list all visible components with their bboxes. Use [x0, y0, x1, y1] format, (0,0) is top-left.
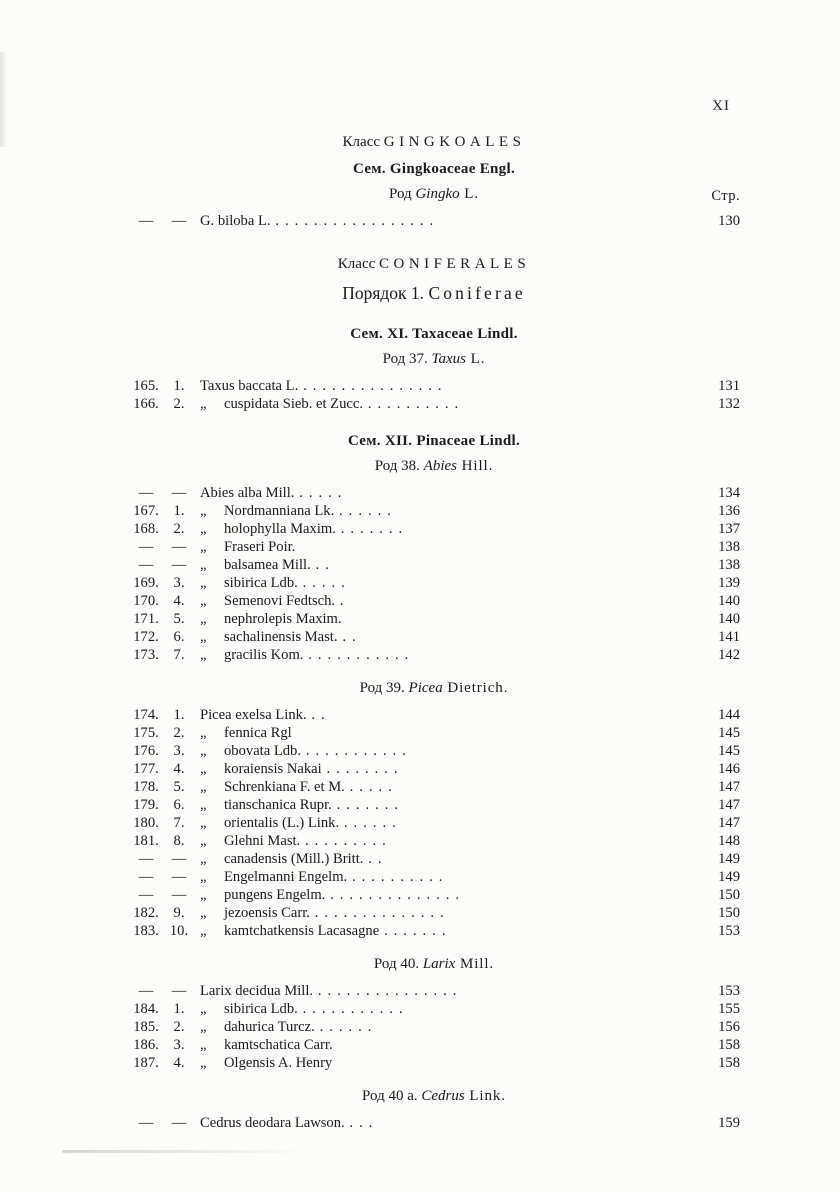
species-name-cell	[194, 832, 692, 850]
entry-number: 180.	[133, 815, 159, 831]
entry-number: 165.	[133, 378, 159, 394]
page-number: 158	[718, 1055, 740, 1071]
page-number: 138	[718, 557, 740, 573]
species-name-cell	[194, 502, 692, 520]
ditto-mark: „	[200, 743, 207, 759]
page-number: 146	[718, 761, 740, 777]
species-name: orientalis (L.) Link.	[224, 815, 340, 831]
class-label: Класс	[337, 256, 380, 272]
species-index: 2.	[173, 725, 185, 741]
species-name-cell	[194, 1114, 692, 1132]
ditto-mark: „	[200, 1055, 207, 1071]
genus-label: Род 40 а.	[362, 1088, 422, 1104]
genus-author: Link.	[464, 1088, 506, 1104]
species-name-cell	[194, 538, 692, 556]
page-column-header: Стр.	[711, 188, 740, 204]
page-number: 150	[718, 905, 740, 921]
ditto-mark: „	[200, 629, 207, 645]
genus-heading	[128, 678, 740, 699]
genus-name: Cedrus	[421, 1088, 465, 1104]
dot-leader: . .	[363, 851, 383, 867]
species-name-cell	[194, 377, 692, 395]
page-number: 140	[718, 593, 740, 609]
page-number: 147	[718, 779, 740, 795]
ditto-mark: „	[200, 725, 207, 741]
toc-row	[128, 538, 740, 556]
species-index: 5.	[173, 779, 185, 795]
species-index: —	[171, 1115, 187, 1131]
species-name: Taxus baccata L.	[200, 378, 299, 394]
species-name: koraiensis Nakai	[224, 761, 322, 777]
species-name: sibirica Ldb.	[224, 575, 298, 591]
toc-row-group	[128, 377, 740, 413]
entry-number: —	[138, 869, 154, 885]
species-name-cell	[194, 520, 692, 538]
dot-leader: .	[335, 593, 345, 609]
species-name: obovata Ldb.	[224, 743, 302, 759]
genus-label: Род 38.	[374, 458, 424, 474]
species-name: nephrolepis Maxim.	[224, 611, 342, 627]
page-number: 130	[718, 213, 740, 229]
page-number: 131	[718, 378, 740, 394]
species-name-cell	[194, 982, 692, 1000]
species-name: Engelmanni Engelm.	[224, 869, 348, 885]
species-name: Schrenkiana F. et M.	[224, 779, 345, 795]
species-index: —	[171, 983, 187, 999]
species-index: —	[171, 485, 187, 501]
genus-author: L.	[459, 186, 479, 202]
genus-heading	[128, 954, 740, 975]
toc-row	[128, 868, 740, 886]
species-name: Nordmanniana Lk.	[224, 503, 335, 519]
species-name-cell	[194, 724, 692, 742]
species-name-cell	[194, 212, 692, 230]
species-name: Fraseri Poir.	[224, 539, 296, 555]
page-number: 142	[718, 647, 740, 663]
dot-leader: . . . . . . . . .	[300, 833, 387, 849]
dot-leader: . . . . .	[297, 575, 346, 591]
toc-row	[128, 982, 740, 1000]
species-name: pungens Engelm.	[224, 887, 326, 903]
entry-number: 182.	[133, 905, 159, 921]
dot-leader: . . . . . . . . . . . . . . .	[298, 378, 443, 394]
family-heading: Сем. Gingkoaceae Engl.	[353, 161, 515, 177]
page-number: 147	[718, 815, 740, 831]
ditto-mark: „	[200, 1019, 207, 1035]
family-heading: Сем. XI. Taxaceae Lindl.	[350, 326, 518, 342]
toc-row	[128, 1000, 740, 1018]
species-index: 4.	[173, 593, 185, 609]
species-name-cell	[194, 706, 692, 724]
toc-row	[128, 1036, 740, 1054]
genus-label: Род 37.	[382, 351, 432, 367]
dot-leader: . . . . . . . . . . .	[297, 1001, 404, 1017]
species-name: holophylla Maxim.	[224, 521, 336, 537]
species-index: 1.	[173, 503, 185, 519]
species-name: kamtschatica Carr.	[224, 1037, 333, 1053]
page-number-top: XI	[712, 98, 730, 114]
genus-name: Taxus	[431, 351, 466, 367]
species-name-cell	[194, 850, 692, 868]
ditto-mark: „	[200, 503, 207, 519]
entry-number: —	[138, 851, 154, 867]
species-name: Glehni Mast.	[224, 833, 301, 849]
entry-number: —	[138, 539, 154, 555]
toc-row	[128, 395, 740, 413]
toc-row	[128, 742, 740, 760]
species-name-cell	[194, 796, 692, 814]
dot-leader: . . . . . . .	[331, 797, 400, 813]
species-name-cell	[194, 868, 692, 886]
entry-number: 172.	[133, 629, 159, 645]
species-name: cuspidata Sieb. et Zucc.	[224, 396, 363, 412]
ditto-mark: „	[200, 779, 207, 795]
species-index: 2.	[173, 521, 185, 537]
species-name-cell	[194, 628, 692, 646]
page-number: 138	[718, 539, 740, 555]
entry-number: 174.	[133, 707, 159, 723]
page-number: 149	[718, 851, 740, 867]
toc-row	[128, 850, 740, 868]
species-name: gracilis Kom.	[224, 647, 304, 663]
toc-row	[128, 724, 740, 742]
page-number: 149	[718, 869, 740, 885]
genus-heading	[128, 1086, 740, 1107]
dot-leader: . . . . . .	[334, 503, 393, 519]
order-name: Coniferae	[428, 283, 526, 303]
species-name: tianschanica Rupr.	[224, 797, 332, 813]
species-index: 1.	[173, 707, 185, 723]
species-index: 6.	[173, 629, 185, 645]
ditto-mark: „	[200, 521, 207, 537]
species-name: Larix decidua Mill.	[200, 983, 314, 999]
species-name: sachalinensis Mast.	[224, 629, 338, 645]
species-name: Semenovi Fedtsch.	[224, 593, 336, 609]
ditto-mark: „	[200, 1001, 207, 1017]
species-name-cell	[194, 886, 692, 904]
ditto-mark: „	[200, 887, 207, 903]
species-name-cell	[194, 556, 692, 574]
species-index: 2.	[173, 1019, 185, 1035]
entry-number: 175.	[133, 725, 159, 741]
genus-label: Род	[389, 186, 416, 202]
genus-author: L.	[466, 351, 486, 367]
species-index: 3.	[173, 1037, 185, 1053]
toc-row	[128, 1018, 740, 1036]
species-name-cell	[194, 742, 692, 760]
page-number: 148	[718, 833, 740, 849]
toc-row	[128, 377, 740, 395]
toc-row-group	[128, 212, 740, 230]
species-name: canadensis (Mill.) Britt.	[224, 851, 364, 867]
entry-number: —	[138, 485, 154, 501]
genus-heading	[128, 349, 740, 370]
ditto-mark: „	[200, 815, 207, 831]
page-number: 137	[718, 521, 740, 537]
species-name-cell	[194, 778, 692, 796]
dot-leader: . . . . . .	[314, 1019, 373, 1035]
dot-leader: . .	[310, 557, 331, 573]
toc-row	[128, 760, 740, 778]
toc-row	[128, 778, 740, 796]
species-index: —	[171, 213, 187, 229]
species-name-cell	[194, 484, 692, 502]
entry-number: 173.	[133, 647, 159, 663]
dot-leader: . . . . . . . .	[321, 761, 399, 777]
species-index: 7.	[173, 647, 185, 663]
toc-row	[128, 814, 740, 832]
toc-row	[128, 1114, 740, 1132]
genus-name: Picea	[408, 680, 443, 696]
species-name: balsamea Mill.	[224, 557, 311, 573]
page-number: 159	[718, 1115, 740, 1131]
entry-number: 184.	[133, 1001, 159, 1017]
toc-row	[128, 556, 740, 574]
dot-leader: . . . . . . . . . . . . . . .	[313, 983, 458, 999]
page-number: 153	[718, 983, 740, 999]
genus-name: Gingko	[415, 186, 460, 202]
entry-number: —	[138, 887, 154, 903]
entry-number: —	[138, 557, 154, 573]
class-label: Класс	[342, 134, 384, 150]
toc-row	[128, 706, 740, 724]
ditto-mark: „	[200, 557, 207, 573]
page-number: 156	[718, 1019, 740, 1035]
species-name: kamtchatkensis Lacasagne	[224, 923, 380, 939]
genus-author: Hill.	[457, 458, 494, 474]
dot-leader: . . . . . . .	[379, 923, 447, 939]
species-name-cell	[194, 646, 692, 664]
entry-number: 170.	[133, 593, 159, 609]
dot-leader: . . . . . . .	[335, 521, 404, 537]
ditto-mark: „	[200, 1037, 207, 1053]
dot-leader: . .	[337, 629, 357, 645]
toc-row	[128, 610, 740, 628]
ditto-mark: „	[200, 647, 207, 663]
toc-row	[128, 796, 740, 814]
dot-leader: . . . . .	[294, 485, 343, 501]
entry-number: —	[138, 983, 154, 999]
scan-artifact-corner	[0, 52, 7, 147]
entry-number: 187.	[133, 1055, 159, 1071]
genus-name: Abies	[423, 458, 457, 474]
toc-row-group	[128, 982, 740, 1072]
class-name: CONIFERALES	[379, 256, 531, 272]
species-index: 1.	[173, 378, 185, 394]
page-number: 136	[718, 503, 740, 519]
species-index: 6.	[173, 797, 185, 813]
ditto-mark: „	[200, 761, 207, 777]
species-index: 4.	[173, 1055, 185, 1071]
scan-artifact-line	[62, 1150, 312, 1153]
species-name-cell	[194, 904, 692, 922]
entry-number: 177.	[133, 761, 159, 777]
species-name: Olgensis A. Henry	[224, 1055, 333, 1071]
species-name: fennica Rgl	[224, 725, 292, 741]
entry-number: 176.	[133, 743, 159, 759]
dot-leader: . . . . .	[344, 779, 393, 795]
species-name: Picea exelsa Link.	[200, 707, 307, 723]
genus-name: Larix	[422, 956, 456, 972]
ditto-mark: „	[200, 869, 207, 885]
toc-row	[128, 502, 740, 520]
entry-number: 169.	[133, 575, 159, 591]
ditto-mark: „	[200, 923, 207, 939]
species-index: 3.	[173, 743, 185, 759]
species-name-cell	[194, 395, 692, 413]
toc-row	[128, 1054, 740, 1072]
toc-row	[128, 646, 740, 664]
species-index: —	[171, 557, 187, 573]
species-index: 2.	[173, 396, 185, 412]
dot-leader: . . . . . . . . . .	[363, 396, 460, 412]
species-name: Cedrus deodara Lawson.	[200, 1115, 345, 1131]
ditto-mark: „	[200, 833, 207, 849]
order-label: Порядок 1.	[342, 283, 429, 303]
ditto-mark: „	[200, 851, 207, 867]
entry-number: 168.	[133, 521, 159, 537]
entry-number: 181.	[133, 833, 159, 849]
toc-row	[128, 212, 740, 230]
genus-heading	[128, 184, 740, 205]
species-index: —	[171, 539, 187, 555]
page-number: 132	[718, 396, 740, 412]
genus-author: Mill.	[455, 956, 495, 972]
class-name: GINGKOALES	[383, 134, 526, 150]
entry-number: 167.	[133, 503, 159, 519]
species-name: G. biloba L.	[200, 213, 271, 229]
species-index: —	[171, 851, 187, 867]
toc-row-group	[128, 706, 740, 940]
species-index: 4.	[173, 761, 185, 777]
genus-label: Род 40.	[373, 956, 423, 972]
page-number: 139	[718, 575, 740, 591]
class-heading	[128, 254, 740, 275]
dot-leader: . .	[306, 707, 326, 723]
page-number: 155	[718, 1001, 740, 1017]
toc-row	[128, 484, 740, 502]
species-name: Abies alba Mill.	[200, 485, 295, 501]
ditto-mark: „	[200, 905, 207, 921]
page-number: 147	[718, 797, 740, 813]
order-heading	[128, 281, 740, 306]
page-number: 140	[718, 611, 740, 627]
genus-label: Род 39.	[359, 680, 409, 696]
entry-number: —	[138, 213, 154, 229]
species-name-cell	[194, 922, 692, 940]
dot-leader: . . . . . . . . . . . . . .	[325, 887, 461, 903]
species-index: 7.	[173, 815, 185, 831]
entry-number: 166.	[133, 396, 159, 412]
toc-row-group	[128, 1114, 740, 1132]
dot-leader: . . . . . . . . . . . . . . . . .	[270, 213, 435, 229]
page-number: 141	[718, 629, 740, 645]
species-index: 1.	[173, 1001, 185, 1017]
toc-row	[128, 628, 740, 646]
dot-leader: . . . . . . . . . . .	[301, 743, 407, 759]
species-name-cell	[194, 574, 692, 592]
page-number: 145	[718, 725, 740, 741]
species-index: —	[171, 887, 187, 903]
page-number: 150	[718, 887, 740, 903]
entry-number: 178.	[133, 779, 159, 795]
page-number: 144	[718, 707, 740, 723]
toc-row	[128, 592, 740, 610]
ditto-mark: „	[200, 797, 207, 813]
species-name-cell	[194, 592, 692, 610]
species-index: 3.	[173, 575, 185, 591]
dot-leader: . . . . . . . . . . .	[303, 647, 410, 663]
genus-heading	[128, 456, 740, 477]
entry-number: 185.	[133, 1019, 159, 1035]
toc-row	[128, 904, 740, 922]
ditto-mark: „	[200, 611, 207, 627]
species-name: jezoensis Carr.	[224, 905, 310, 921]
entry-number: 171.	[133, 611, 159, 627]
dot-leader: . . .	[344, 1115, 374, 1131]
species-name-cell	[194, 1000, 692, 1018]
toc-row-group	[128, 484, 740, 664]
genus-author: Dietrich.	[442, 680, 509, 696]
toc-row	[128, 574, 740, 592]
toc-row	[128, 520, 740, 538]
species-name-cell	[194, 814, 692, 832]
species-index: 9.	[173, 905, 185, 921]
dot-leader: . . . . . .	[339, 815, 397, 831]
toc-row	[128, 832, 740, 850]
species-name-cell	[194, 760, 692, 778]
ditto-mark: „	[200, 539, 207, 555]
ditto-mark: „	[200, 396, 207, 412]
page-number: 153	[718, 923, 740, 939]
dot-leader: . . . . . . . . . .	[347, 869, 444, 885]
ditto-mark: „	[200, 593, 207, 609]
class-heading	[128, 132, 740, 153]
toc-row	[128, 886, 740, 904]
species-name-cell	[194, 1036, 692, 1054]
species-index: 5.	[173, 611, 185, 627]
species-name: dahurica Turcz.	[224, 1019, 315, 1035]
ditto-mark: „	[200, 575, 207, 591]
entry-number: —	[138, 1115, 154, 1131]
species-index: —	[171, 869, 187, 885]
dot-leader: . . . . . . . . . . . . . .	[309, 905, 445, 921]
page-number: 145	[718, 743, 740, 759]
page-number: 158	[718, 1037, 740, 1053]
entry-number: 186.	[133, 1037, 159, 1053]
species-name-cell	[194, 1054, 692, 1072]
page-number: 134	[718, 485, 740, 501]
toc-row	[128, 922, 740, 940]
species-index: 10.	[169, 923, 189, 939]
species-index: 8.	[173, 833, 185, 849]
table-of-contents	[128, 0, 740, 1132]
entry-number: 183.	[133, 923, 159, 939]
species-name-cell	[194, 1018, 692, 1036]
entry-number: 179.	[133, 797, 159, 813]
species-name: sibirica Ldb.	[224, 1001, 298, 1017]
species-name-cell	[194, 610, 692, 628]
family-heading: Сем. XII. Pinaceae Lindl.	[347, 433, 521, 449]
